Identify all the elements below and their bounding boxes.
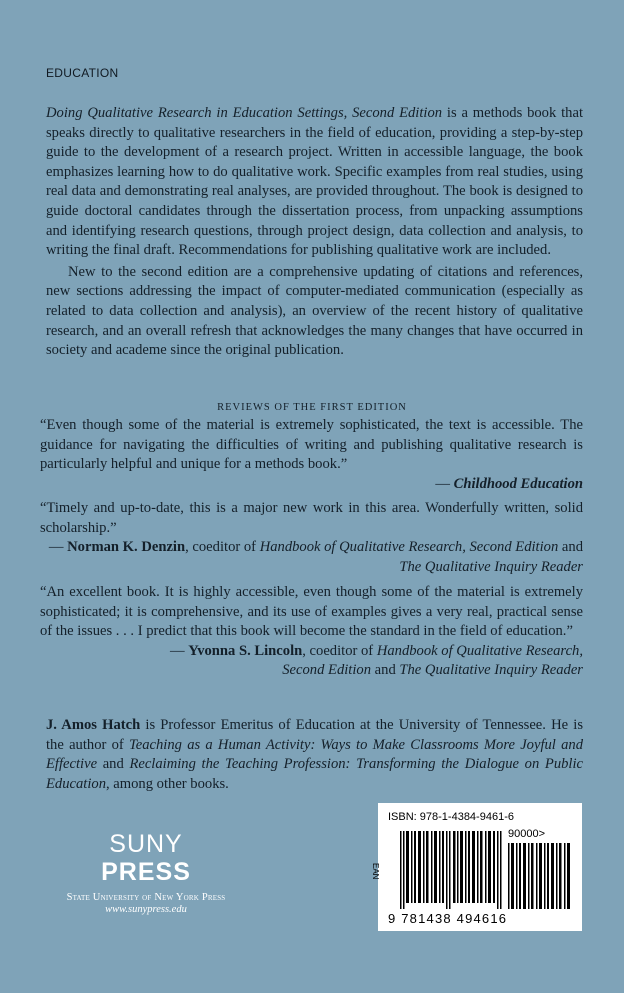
author-book: Teaching as a Human Activity: Ways to Make Classrooms More Joyful and Effective xyxy=(46,736,583,773)
barcode-bars xyxy=(400,831,504,909)
author-book: Reclaiming the Teaching Profession: Transforming the Dialogue on Public Education xyxy=(46,756,583,792)
logo-press: PRESS xyxy=(101,858,191,886)
category-label: EDUCATION xyxy=(46,66,119,80)
review-quote: “An excellent book. It is highly accessible, even though some of the material is extremely sophisticated; it is comprehensive, and its use of examples gives a very real, practical sense of the issues . . . I predict that this book will become the standard in the field of education.” xyxy=(40,584,583,640)
book-description xyxy=(46,104,583,361)
publisher-logo xyxy=(46,830,246,915)
description-paragraph-2: New to the second edition are a comprehensive updating of citations and references, new sections addressing the impact of computer-mediated communication (especially as related to data collection and analysis), an overview of the recent history of qualitative research, and an overall refresh that acknowledges the many changes that have occurred in society and academe since the original publication. xyxy=(46,263,583,359)
reviewer-book: Handbook of Qualitative Research, xyxy=(376,642,583,659)
review-quote: “Timely and up-to-date, this is a major new work in this area. Wonderfully written, solid scholarship.” xyxy=(40,500,583,536)
description-paragraph-1: Doing Qualitative Research in Education Settings, Second Edition is a methods book that speaks directly to qualitative researchers in the field of education, providing a step-by-step guide to the development of a research project. Written in accessible language, the book emphasizes learning how to do qualitative work. Specific examples from real studies, using real data and demonstrating real analyses, are provided throughout. The book is designed to guide doctoral candidates through the dissertation process, from unpacking assumptions and identifying research questions, through project design, data collection and analysis, to writing the final draft. Recommendations for publishing qualitative work are included. xyxy=(46,105,584,259)
ean-label: EAN xyxy=(371,863,380,880)
price-code: 90000> xyxy=(508,828,546,840)
review-attribution-cont: Second Edition and The Qualitative Inquiry Reader xyxy=(282,662,583,679)
author-bio: J. Amos Hatch is Professor Emeritus of Education at the University of Tennessee. He is the author of Teaching as a Human Activity: Ways to Make Classrooms More Joyful and Effective and Reclaiming the Teaching Profession: Transforming the Dialogue on Public Education, among other books. xyxy=(46,717,583,792)
reviewer-name: Norman K. Denzin xyxy=(67,539,186,556)
publisher-website: www.sunypress.edu xyxy=(105,904,187,915)
publisher-name: State University of New York Press xyxy=(66,892,226,903)
review-attribution: — Norman K. Denzin, coeditor of Handbook of Qualitative Research, Second Edition and The Qualitative Inquiry Reader xyxy=(48,539,583,575)
review-1 xyxy=(40,416,583,494)
reviewer-book: The Qualitative Inquiry Reader xyxy=(399,662,583,679)
barcode-digits: 9 781438 494616 xyxy=(388,911,508,926)
review-source: Childhood Education xyxy=(453,475,583,492)
isbn-text: ISBN: 978-1-4384-9461-6 xyxy=(388,811,514,823)
logo-suny: SUNY xyxy=(109,830,183,858)
review-3 xyxy=(40,583,583,681)
reviewer-name: Yvonna S. Lincoln xyxy=(188,642,303,659)
review-quote: “Even though some of the material is extremely sophisticated, the text is accessible. The guidance for navigating the difficulties of writing and publishing qualitative research is particularly helpful and unique for a methods book.” xyxy=(40,417,583,473)
barcode-box xyxy=(371,803,582,931)
reviewer-book: Handbook of Qualitative Research, Second Edition xyxy=(259,539,559,556)
reviews-heading: REVIEWS OF THE FIRST EDITION xyxy=(217,402,407,413)
review-attribution: — Yvonna S. Lincoln, coeditor of Handbook of Qualitative Research, xyxy=(170,642,583,659)
author-name: J. Amos Hatch xyxy=(46,717,141,733)
review-attribution: — Childhood Education xyxy=(435,475,583,492)
reviewer-book: The Qualitative Inquiry Reader xyxy=(399,558,583,575)
book-title: Doing Qualitative Research in Education Settings, Second Edition xyxy=(46,105,443,121)
addon-barcode-bars xyxy=(508,843,574,909)
review-2 xyxy=(40,499,583,577)
